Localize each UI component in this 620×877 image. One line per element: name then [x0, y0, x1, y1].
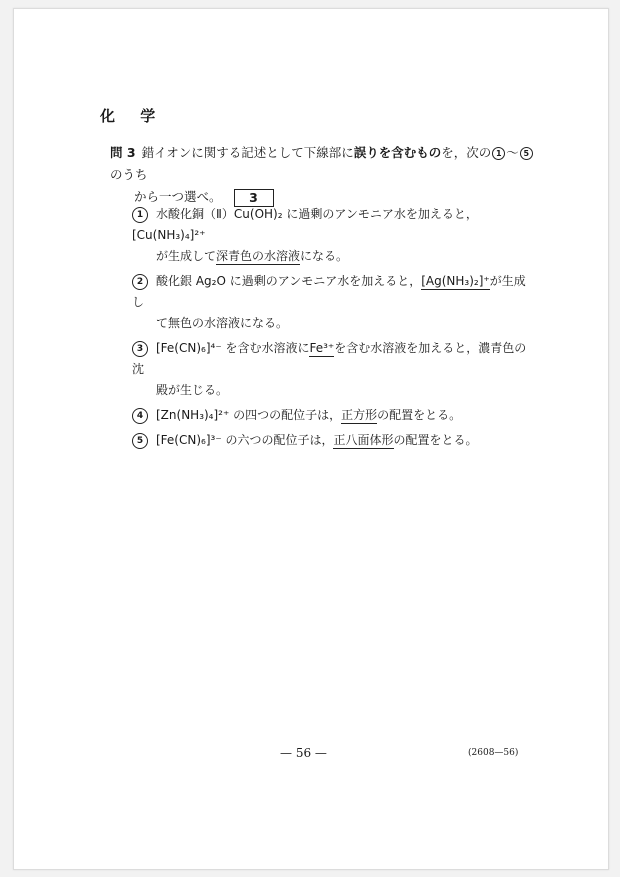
- question-text-after: を，次の: [441, 145, 492, 160]
- option-text: 酸化銀 Ag₂O に過剰のアンモニア水を加えると，: [156, 274, 422, 288]
- options-list: [132, 204, 532, 455]
- option-text: の配置をとる。: [377, 408, 462, 422]
- option-1: [132, 204, 532, 267]
- option-marker: 4: [132, 408, 148, 424]
- option-marker: 3: [132, 341, 148, 357]
- option-text: 水酸化銅（Ⅱ）Cu(OH)₂ に過剰のアンモニア水を加えると，[Cu(NH₃)₄]²⁺: [132, 207, 478, 242]
- option-3: [132, 338, 532, 401]
- option-text: [Fe(CN)₆]³⁻ の六つの配位子は，: [156, 433, 334, 447]
- question-line2: から一つ選べ。: [134, 189, 222, 204]
- option-text: [Zn(NH₃)₄]²⁺ の四つの配位子は，: [156, 408, 342, 422]
- choice-end-marker: 5: [520, 147, 533, 160]
- question-text-end: のうち: [110, 167, 148, 182]
- option-marker: 1: [132, 207, 148, 223]
- range-separator: ～: [506, 145, 519, 160]
- option-underlined-text: 正八面体形: [333, 433, 394, 447]
- option-text: になる。: [300, 249, 349, 263]
- question-text-before: 錯イオンに関する記述として下線部に: [141, 145, 354, 160]
- option-underlined-text: Fe³⁺: [309, 341, 335, 355]
- option-text: が生成して: [156, 249, 217, 263]
- answer-number-box: 3: [234, 189, 274, 207]
- document-code: (2608—56): [468, 748, 519, 758]
- page-number: — 56 —: [280, 746, 327, 760]
- option-text: を含む水溶液を加えると，濃青色の沈: [132, 341, 527, 376]
- option-5: [132, 430, 532, 451]
- option-text: [Fe(CN)₆]⁴⁻ を含む水溶液に: [156, 341, 310, 355]
- subject-heading: 化 学: [100, 107, 166, 125]
- option-underlined-text: 深青色の水溶液: [216, 249, 301, 263]
- question-number: 問 3: [110, 145, 136, 160]
- option-underlined-text: 正方形: [341, 408, 378, 422]
- option-4: [132, 405, 532, 426]
- option-underlined-text: [Ag(NH₃)₂]⁺: [421, 274, 490, 288]
- option-2: [132, 271, 532, 334]
- question-stem: [110, 142, 540, 208]
- choice-start-marker: 1: [492, 147, 505, 160]
- option-text: て無色の水溶液になる。: [156, 316, 289, 330]
- option-marker: 5: [132, 433, 148, 449]
- option-text: が生成し: [132, 274, 526, 309]
- question-text-emphasis: 誤りを含むもの: [353, 145, 442, 160]
- option-text: の配置をとる。: [393, 433, 478, 447]
- option-text: 殿が生じる。: [156, 383, 229, 397]
- option-marker: 2: [132, 274, 148, 290]
